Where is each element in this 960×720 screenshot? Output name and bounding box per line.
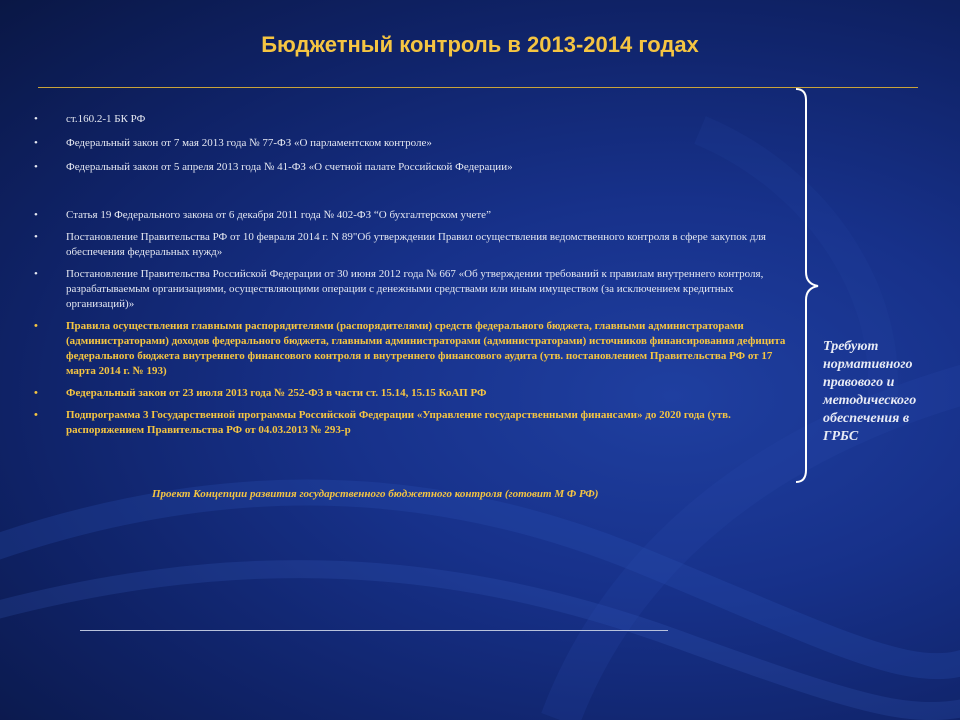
bullet-icon: • bbox=[34, 387, 38, 399]
list-item: • Постановление Правительства РФ от 10 февраля 2014 г. N 89"Об утверждении Правил осуществления ведомственного контроля в сфере закупок для обеспечения федеральных нужд» bbox=[34, 231, 766, 258]
bullet-icon: • bbox=[34, 137, 38, 149]
legal-basis-list bbox=[30, 112, 795, 438]
slide-title: Бюджетный контроль в 2013-2014 годах bbox=[261, 32, 699, 57]
list-item: • Федеральный закон от 5 апреля 2013 года № 41-ФЗ «О счетной палате Российской Федерации» bbox=[34, 161, 513, 173]
bottom-divider bbox=[80, 630, 668, 631]
right-brace-icon bbox=[794, 86, 824, 486]
title-divider bbox=[38, 87, 918, 88]
list-item: • Федеральный закон от 7 мая 2013 года № 77-ФЗ «О парламентском контроле» bbox=[34, 137, 432, 149]
concept-project-note: Проект Концепции развития государственного бюджетного контроля (готовит М Ф РФ) bbox=[152, 488, 599, 500]
bullet-icon: • bbox=[34, 268, 38, 280]
bullet-icon: • bbox=[34, 231, 38, 243]
list-item: • Федеральный закон от 23 июля 2013 года № 252-ФЗ в части ст. 15.14, 15.15 КоАП РФ bbox=[34, 387, 487, 399]
bullet-icon: • bbox=[34, 409, 38, 421]
bullet-icon: • bbox=[34, 113, 38, 125]
list-item: • Подпрограмма 3 Государственной программы Российской Федерации «Управление государственными финансами» до 2020 года (утв. распоряжением Правительства РФ от 04.03.2013 № 293-р bbox=[34, 409, 731, 436]
bullet-icon: • bbox=[34, 209, 38, 221]
bullet-icon: • bbox=[34, 320, 38, 332]
list-item: • Статья 19 Федерального закона от 6 декабря 2011 года № 402-ФЗ “О бухгалтерском учете” bbox=[34, 209, 491, 221]
list-item: • Постановление Правительства Российской Федерации от 30 июня 2012 года № 667 «Об утверждении требований к правилам внутреннего контроля, разрабатываемым организациями, осуществляющими операции с денежными средствами или иным имуществом (за исключением кредитных организаций)» bbox=[34, 268, 764, 310]
bullet-icon: • bbox=[34, 161, 38, 173]
list-item: • Правила осуществления главными распорядителями (распорядителями) средств федерального бюджета, главными администраторами (администраторами) доходов федерального бюджета, главными администраторами (администраторами) источников финансирования дефицита федерального бюджета внутреннего финансового контроля и внутреннего финансового аудита (утв. постановлением Правительства РФ от 17 марта 2014 г. № 193) bbox=[34, 320, 786, 377]
requirement-side-note: Требуют нормативного правового и методического обеспечения в ГРБС bbox=[823, 339, 917, 444]
list-item: • ст.160.2-1 БК РФ bbox=[34, 113, 146, 125]
